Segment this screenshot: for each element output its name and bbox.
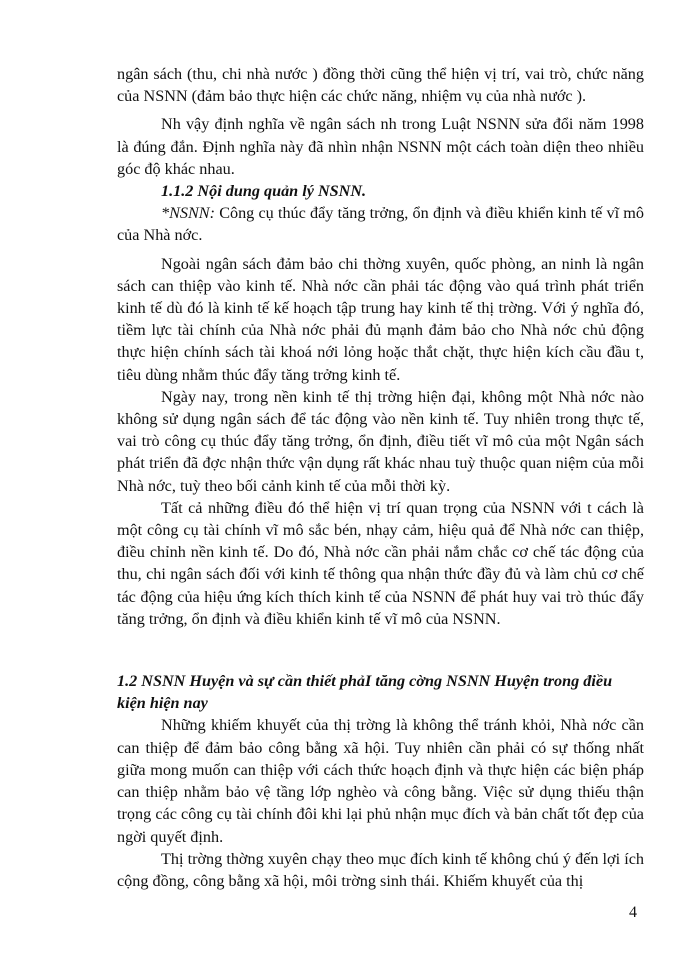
paragraph-5: Tất cả những điều đó thể hiện vị trí quan trọng của NSNN với t cách là một công cụ tài chính vĩ mô sắc bén, nhạy cảm, hiệu quả để Nhà nớc can thiệp, điều chỉnh nền kinh tế. Do đó, Nhà nớc cần phải nắm chắc cơ chế tác động của thu, chi ngân sách đối với kinh tế thông qua nhận thức đầy đủ và làm chủ cơ chế tác động của hiệu ứng kích thích kinh tế của NSNN để phát huy vai trò thúc đẩy tăng trởng, ổn định và điều khiển kinh tế vĩ mô của NSNN. <box>117 498 644 628</box>
paragraph-1: ngân sách (thu, chi nhà nước ) đồng thời cũng thể hiện vị trí, vai trò, chức năng của NSNN (đảm bảo thực hiện các chức năng, nhiệm vụ của nhà nước ). <box>117 65 644 106</box>
page-number: 4 <box>629 904 637 921</box>
section-title-1-2: 1.2 NSNN Huyện và sự cần thiết phảI tăng cờng NSNN Huyện trong điều kiện hiện nay <box>117 672 613 713</box>
paragraph-6: Những khiếm khuyết của thị trờng là không thể tránh khỏi, Nhà nớc cần can thiệp để đảm bảo công bằng xã hội. Tuy nhiên cần phải có sự thống nhất giữa mong muốn can thiệp với cách thức hoạch định và thực hiện các biện pháp can thiệp nhằm bảo vệ tầng lớp nghèo và công bằng. Việc sử dụng thiếu thận trọng các công cụ tài chính đôi khi lại phủ nhận mục đích và bản chất tốt đẹp của ngời quyết định. <box>117 716 644 846</box>
page-body <box>117 63 644 892</box>
nsnn-text: Công cụ thúc đẩy tăng trởng, ổn định và điều khiển kinh tế vĩ mô của Nhà nớc. <box>117 204 644 245</box>
paragraph-7: Thị trờng thờng xuyên chạy theo mục đích kinh tế không chú ý đến lợi ích cộng đồng, công bằng xã hội, môi trờng sinh thái. Khiếm khuyết của thị <box>117 849 644 890</box>
paragraph-2: Nh vậy định nghĩa về ngân sách nh trong Luật NSNN sửa đổi năm 1998 là đúng đắn. Định nghĩa này đã nhìn nhận NSNN một cách toàn diện theo nhiều góc độ khác nhau. <box>117 115 644 178</box>
paragraph-3: Ngoài ngân sách đảm bảo chi thờng xuyên, quốc phòng, an ninh là ngân sách can thiệp vào kinh tế. Nhà nớc cần phải tác động vào quá trình phát triển kinh tế dù đó là kinh tế kế hoạch tập trung hay kinh tế thị trờng. Với ý nghĩa đó, tiềm lực tài chính của Nhà nớc phải đủ mạnh đảm bảo cho Nhà nớc chủ động thực hiện chính sách tài khoá nới lỏng hoặc thắt chặt, thực hiện kích cầu đầu t, tiêu dùng nhằm thúc đẩy tăng trởng kinh tế. <box>117 254 644 384</box>
nsnn-definition <box>117 202 644 246</box>
paragraph-4: Ngày nay, trong nền kinh tế thị trờng hiện đại, không một Nhà nớc nào không sử dụng ngân sách để tác động vào nền kinh tế. Tuy nhiên trong thực tế, vai trò công cụ thúc đẩy tăng trởng, ổn định, điều tiết vĩ mô của một Ngân sách phát triển đã đợc nhận thức vận dụng rất khác nhau tuỳ thuộc quan niệm của mỗi Nhà nớc, tuỳ theo bối cảnh kinh tế của mỗi thời kỳ. <box>117 387 644 495</box>
subheading-1-1-2: 1.1.2 Nội dung quản lý NSNN. <box>161 182 367 201</box>
nsnn-label: *NSNN: <box>161 204 215 223</box>
